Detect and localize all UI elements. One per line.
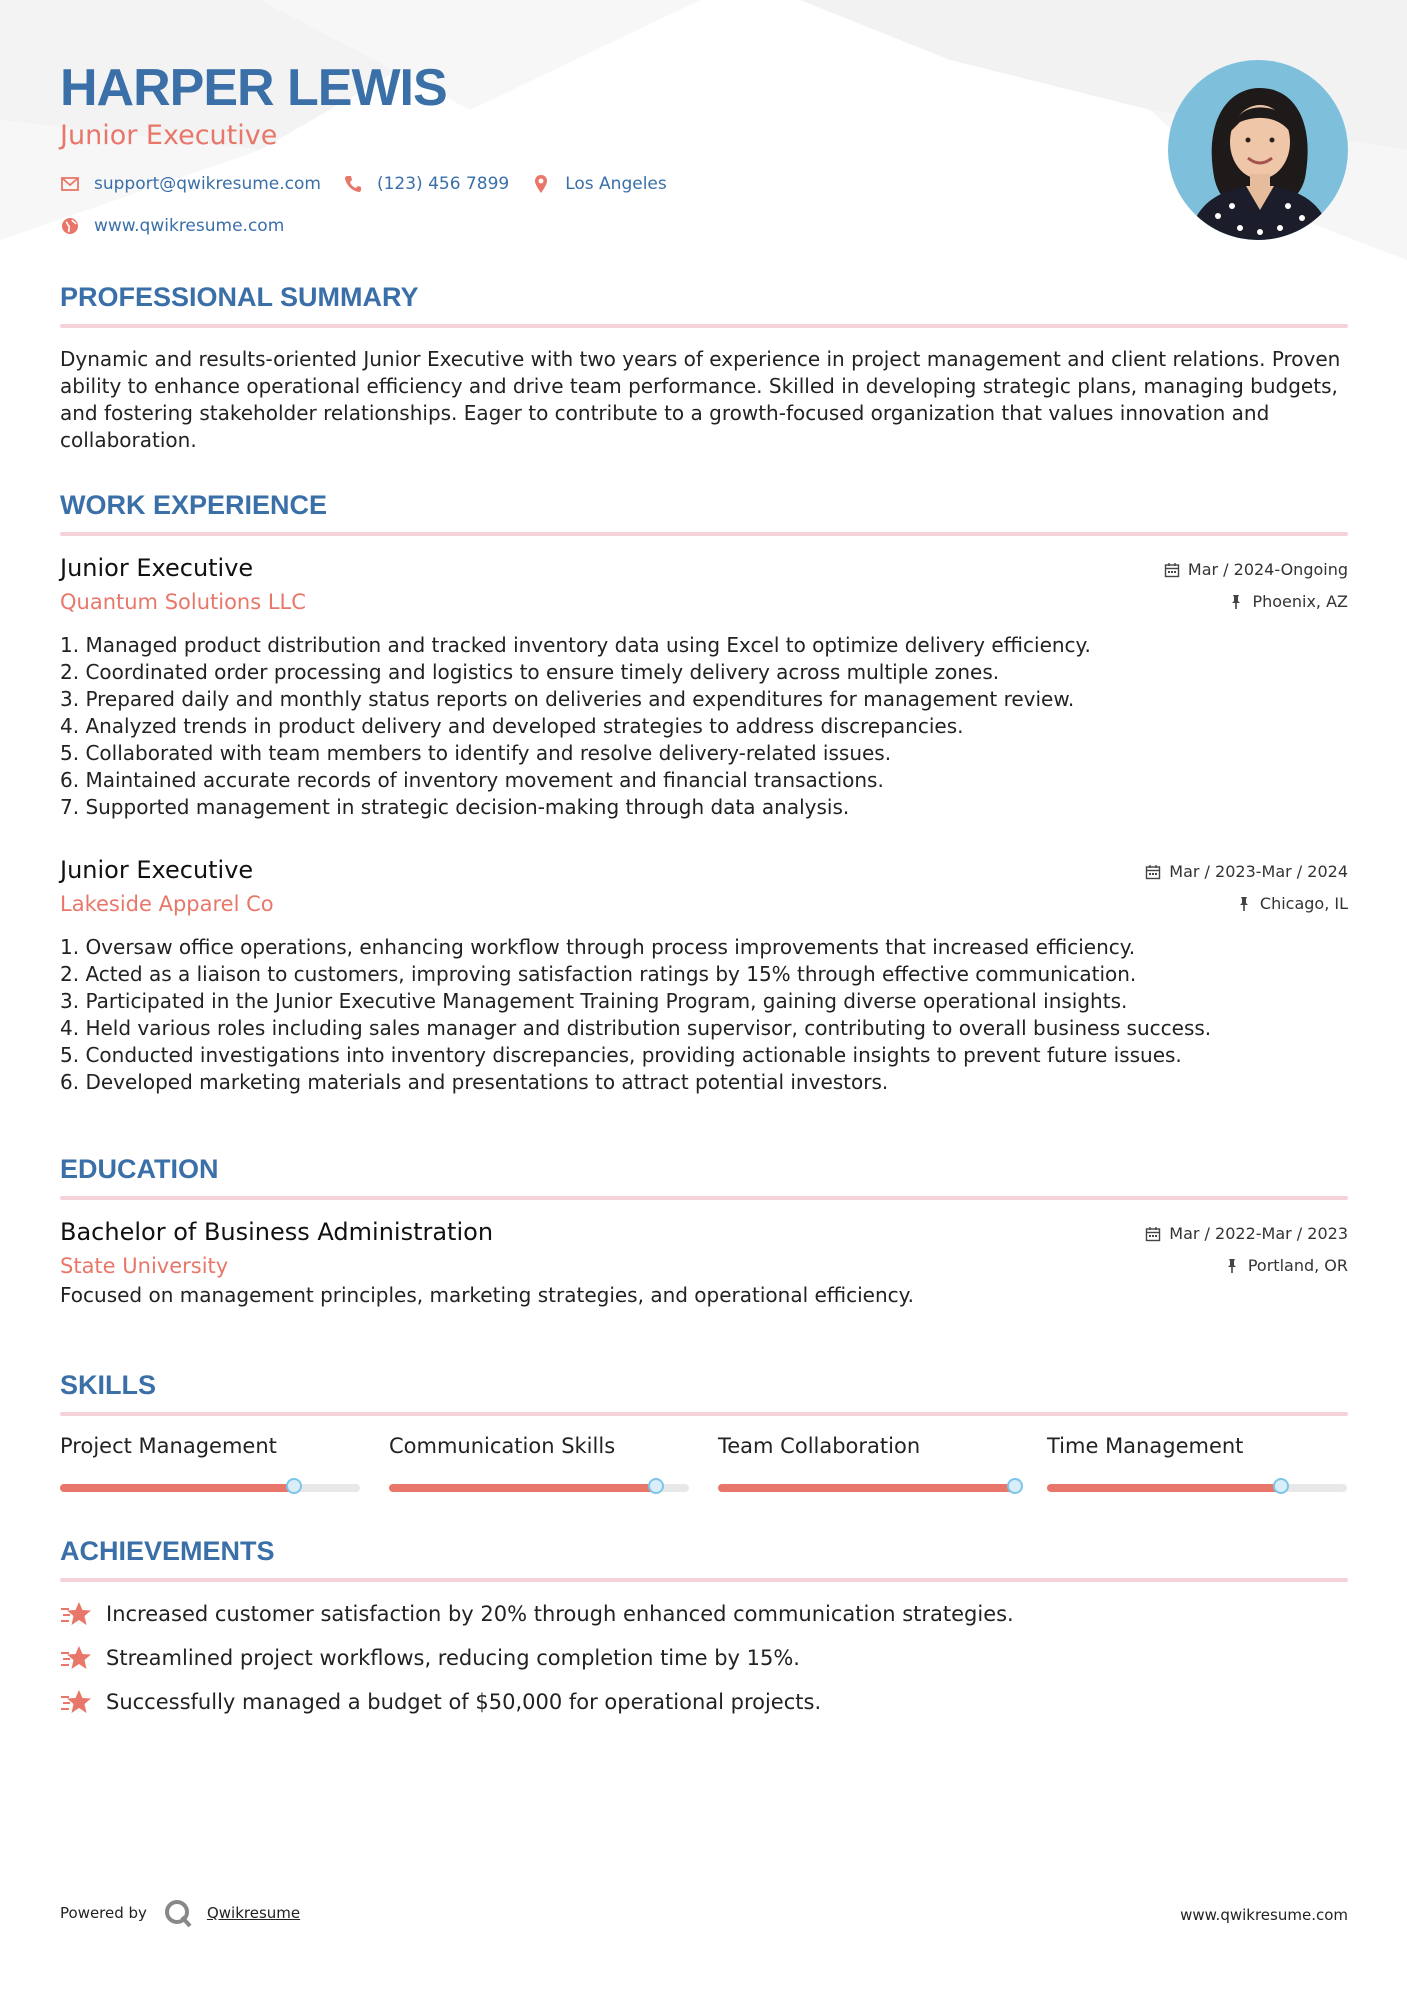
footer-branding — [60, 1898, 300, 1928]
skill-level-fill — [1047, 1484, 1281, 1492]
list-item: 6. Maintained accurate records of inventory movement and financial transactions. — [60, 768, 884, 792]
achievement-item — [60, 1592, 1348, 1636]
achievement-item — [60, 1636, 1348, 1680]
job-dates-text: Mar / 2024-Ongoing — [1187, 560, 1348, 579]
skill-level-bar — [1047, 1484, 1347, 1492]
skill-item — [1047, 1434, 1347, 1492]
skill-level-fill — [60, 1484, 294, 1492]
skill-level-knob — [1007, 1478, 1023, 1494]
company-name: Quantum Solutions LLC — [60, 590, 306, 614]
section-divider — [60, 1412, 1348, 1416]
education-entry — [60, 1218, 1348, 1328]
education-heading: EDUCATION — [60, 1154, 219, 1184]
website-link[interactable]: www.qwikresume.com — [94, 216, 285, 236]
star-icon — [60, 1600, 92, 1628]
skill-level-fill — [718, 1484, 1015, 1492]
location-item — [531, 174, 667, 194]
achievement-text: Streamlined project workflows, reducing completion time by 15%. — [106, 1646, 800, 1670]
envelope-icon — [60, 174, 80, 194]
achievements-section — [60, 1534, 1348, 1724]
achievement-text: Increased customer satisfaction by 20% through enhanced communication strategies. — [106, 1602, 1014, 1626]
list-item: 2. Acted as a liaison to customers, improving satisfaction ratings by 15% through effective communication. — [60, 962, 1137, 986]
achievements-list — [60, 1592, 1348, 1724]
list-item: 7. Supported management in strategic decision-making through data analysis. — [60, 795, 850, 819]
qwikresume-link[interactable]: Qwikresume — [206, 1904, 301, 1922]
job-location — [1228, 592, 1348, 611]
list-item: 3. Prepared daily and monthly status reports on deliveries and expenditures for management review. — [60, 687, 1075, 711]
candidate-name: HARPER LEWIS — [60, 59, 447, 117]
calendar-icon — [1164, 562, 1180, 578]
section-divider — [60, 1196, 1348, 1200]
profile-photo — [1168, 60, 1348, 240]
achievements-heading: ACHIEVEMENTS — [60, 1536, 275, 1566]
calendar-icon — [1145, 864, 1161, 880]
skill-name: Team Collaboration — [718, 1434, 921, 1458]
skills-section — [60, 1368, 1348, 1492]
experience-section — [60, 488, 1348, 1116]
job-dates-text: Mar / 2023-Mar / 2024 — [1169, 862, 1348, 881]
job-dates — [1164, 560, 1348, 579]
pushpin-icon — [1228, 594, 1244, 610]
skill-name: Communication Skills — [389, 1434, 616, 1458]
qwikresume-logo-icon — [163, 1898, 193, 1928]
list-item: 4. Analyzed trends in product delivery and developed strategies to address discrepancies. — [60, 714, 964, 738]
job-entry — [60, 554, 1348, 844]
skill-level-knob — [1273, 1478, 1289, 1494]
skill-item — [389, 1434, 689, 1492]
phone-icon — [343, 174, 363, 194]
job-dates — [1145, 862, 1348, 881]
star-icon — [60, 1644, 92, 1672]
list-item: 5. Collaborated with team members to identify and resolve delivery-related issues. — [60, 741, 892, 765]
job-entry — [60, 856, 1348, 1116]
skill-level-fill — [389, 1484, 656, 1492]
candidate-role: Junior Executive — [60, 120, 278, 151]
skill-level-bar — [718, 1484, 1018, 1492]
job-bullets — [60, 934, 1211, 1096]
job-title: Junior Executive — [60, 856, 254, 884]
achievement-text: Successfully managed a budget of $50,000 for operational projects. — [106, 1690, 822, 1714]
education-description: Focused on management principles, marketing strategies, and operational efficiency. — [60, 1283, 915, 1307]
company-name: Lakeside Apparel Co — [60, 892, 274, 916]
education-dates — [1145, 1224, 1348, 1243]
education-location-text: Portland, OR — [1247, 1256, 1348, 1275]
experience-heading: WORK EXPERIENCE — [60, 490, 328, 520]
location-text: Los Angeles — [565, 174, 667, 194]
star-icon — [60, 1688, 92, 1716]
skill-item — [60, 1434, 360, 1492]
skill-item — [718, 1434, 1018, 1492]
skill-level-bar — [389, 1484, 689, 1492]
calendar-icon — [1145, 1226, 1161, 1242]
email-item[interactable] — [60, 174, 321, 194]
list-item: 1. Oversaw office operations, enhancing workflow through process improvements that increased efficiency. — [60, 935, 1136, 959]
skill-level-bar — [60, 1484, 360, 1492]
job-location — [1236, 894, 1348, 913]
degree-title: Bachelor of Business Administration — [60, 1218, 494, 1246]
list-item: 1. Managed product distribution and tracked inventory data using Excel to optimize delivery efficiency. — [60, 633, 1091, 657]
footer-url[interactable]: www.qwikresume.com — [1180, 1906, 1348, 1924]
skill-name: Time Management — [1047, 1434, 1244, 1458]
skill-level-knob — [286, 1478, 302, 1494]
map-pin-icon — [531, 174, 551, 194]
school-name: State University — [60, 1254, 229, 1278]
list-item: 4. Held various roles including sales manager and distribution supervisor, contributing to overall business success. — [60, 1016, 1212, 1040]
phone-item[interactable] — [343, 174, 509, 194]
skills-heading: SKILLS — [60, 1370, 157, 1400]
section-divider — [60, 324, 1348, 328]
powered-by-label: Powered by — [60, 1904, 147, 1922]
list-item: 3. Participated in the Junior Executive Management Training Program, gaining diverse operational insights. — [60, 989, 1128, 1013]
job-bullets — [60, 632, 1091, 821]
contact-info — [60, 171, 960, 255]
email-link[interactable]: support@qwikresume.com — [94, 174, 321, 194]
education-location — [1224, 1256, 1348, 1275]
job-location-text: Chicago, IL — [1259, 894, 1348, 913]
list-item: 6. Developed marketing materials and presentations to attract potential investors. — [60, 1070, 889, 1094]
skill-level-knob — [648, 1478, 664, 1494]
summary-text: Dynamic and results-oriented Junior Executive with two years of experience in project management and client relations. Proven ability to enhance operational efficiency and drive team performance. Skilled in developing strategic plans, managing budgets, and fostering stakeholder relationships. Eager to contribute to a growth-focused organization that values innovation and collaboration. — [60, 347, 1341, 452]
summary-heading: PROFESSIONAL SUMMARY — [60, 282, 419, 312]
list-item: 2. Coordinated order processing and logistics to ensure timely delivery across multiple zones. — [60, 660, 1000, 684]
globe-icon — [60, 216, 80, 236]
list-item: 5. Conducted investigations into inventory discrepancies, providing actionable insights to prevent future issues. — [60, 1043, 1182, 1067]
section-divider — [60, 532, 1348, 536]
education-section — [60, 1152, 1348, 1328]
summary-section — [60, 280, 1348, 454]
pushpin-icon — [1224, 1258, 1240, 1274]
achievement-item — [60, 1680, 1348, 1724]
education-dates-text: Mar / 2022-Mar / 2023 — [1169, 1224, 1348, 1243]
skill-name: Project Management — [60, 1434, 277, 1458]
phone-number[interactable]: (123) 456 7899 — [376, 174, 510, 194]
section-divider — [60, 1578, 1348, 1582]
job-location-text: Phoenix, AZ — [1252, 592, 1348, 611]
pushpin-icon — [1236, 896, 1252, 912]
job-title: Junior Executive — [60, 554, 254, 582]
skills-list — [60, 1434, 1348, 1492]
website-item[interactable] — [60, 216, 284, 236]
